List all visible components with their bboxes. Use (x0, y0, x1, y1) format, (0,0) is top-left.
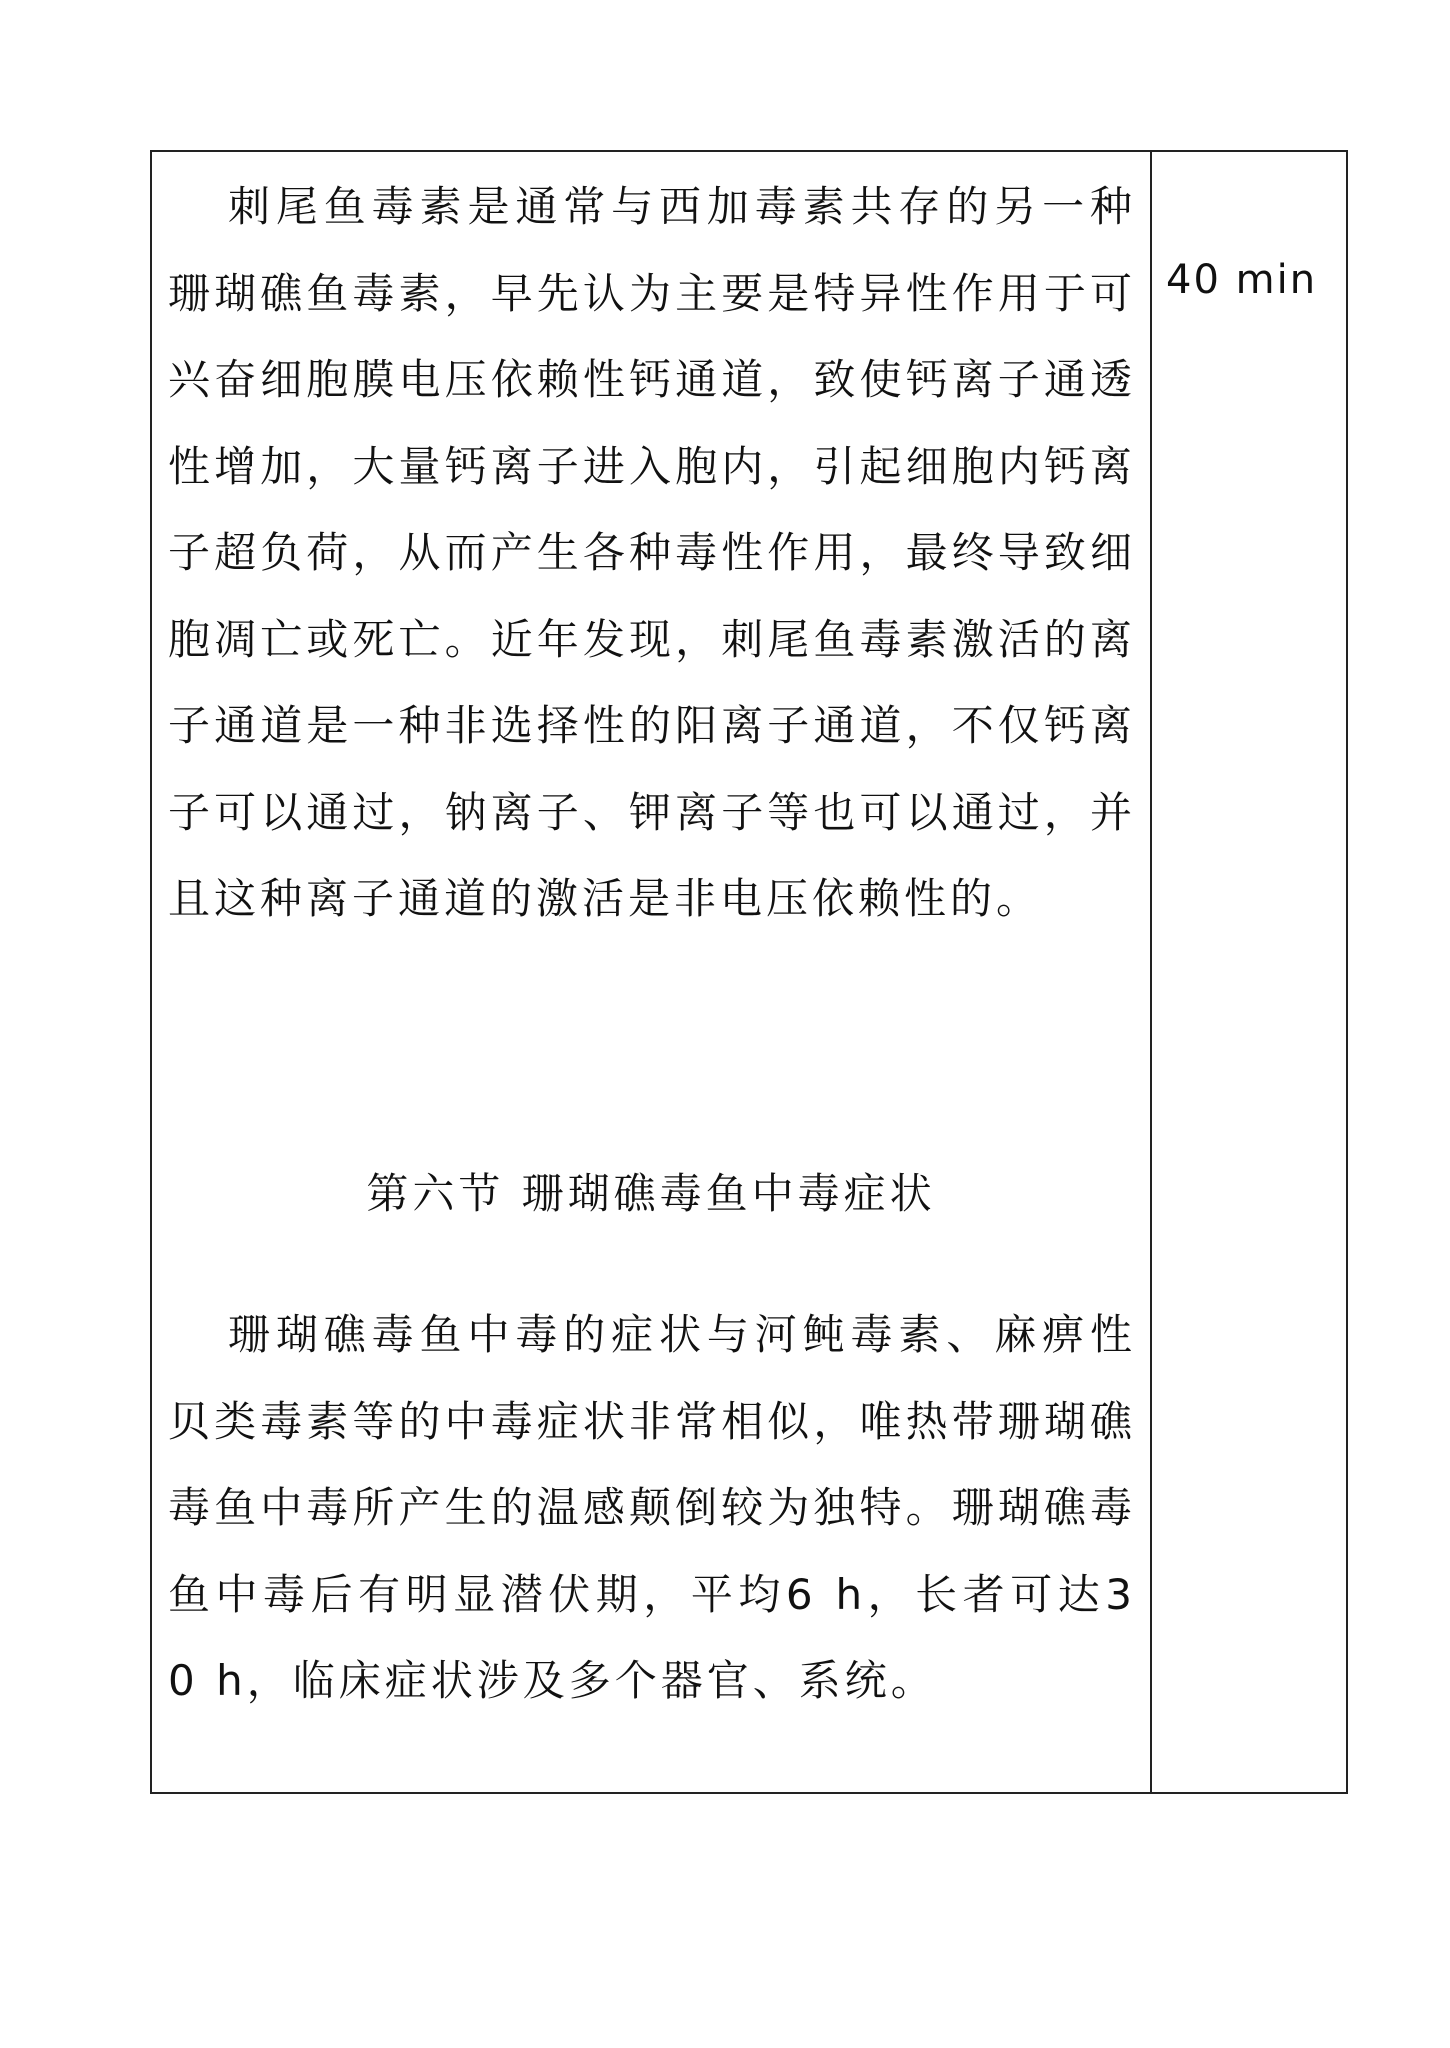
time-allocation: 40 min (1166, 257, 1318, 303)
content-cell (152, 152, 1150, 1792)
lesson-table (150, 150, 1348, 1794)
paragraph-ciguatoxin: 刺尾鱼毒素是通常与西加毒素共存的另一种珊瑚礁鱼毒素，早先认为主要是特异性作用于可兴奋细胞膜电压依赖性钙通道，致使钙离子通透性增加，大量钙离子进入胞内，引起细胞内钙离子超负荷，从而产生各种毒性作用，最终导致细胞凋亡或死亡。近年发现，刺尾鱼毒素激活的离子通道是一种非选择性的阳离子通道，不仅钙离子可以通过，钠离子、钾离子等也可以通过，并且这种离子通道的激活是非电压依赖性的。 (168, 182, 1136, 923)
time-cell (1152, 152, 1348, 1792)
section-title: 第六节 珊瑚礁毒鱼中毒症状 (366, 1169, 936, 1218)
paragraph-symptoms: 珊瑚礁毒鱼中毒的症状与河鲀毒素、麻痹性贝类毒素等的中毒症状非常相似，唯热带珊瑚礁毒鱼中毒所产生的温感颠倒较为独特。珊瑚礁毒鱼中毒后有明显潜伏期，平均6 h，长者可达30 h，临床症状涉及多个器官、系统。 (168, 1310, 1136, 1705)
